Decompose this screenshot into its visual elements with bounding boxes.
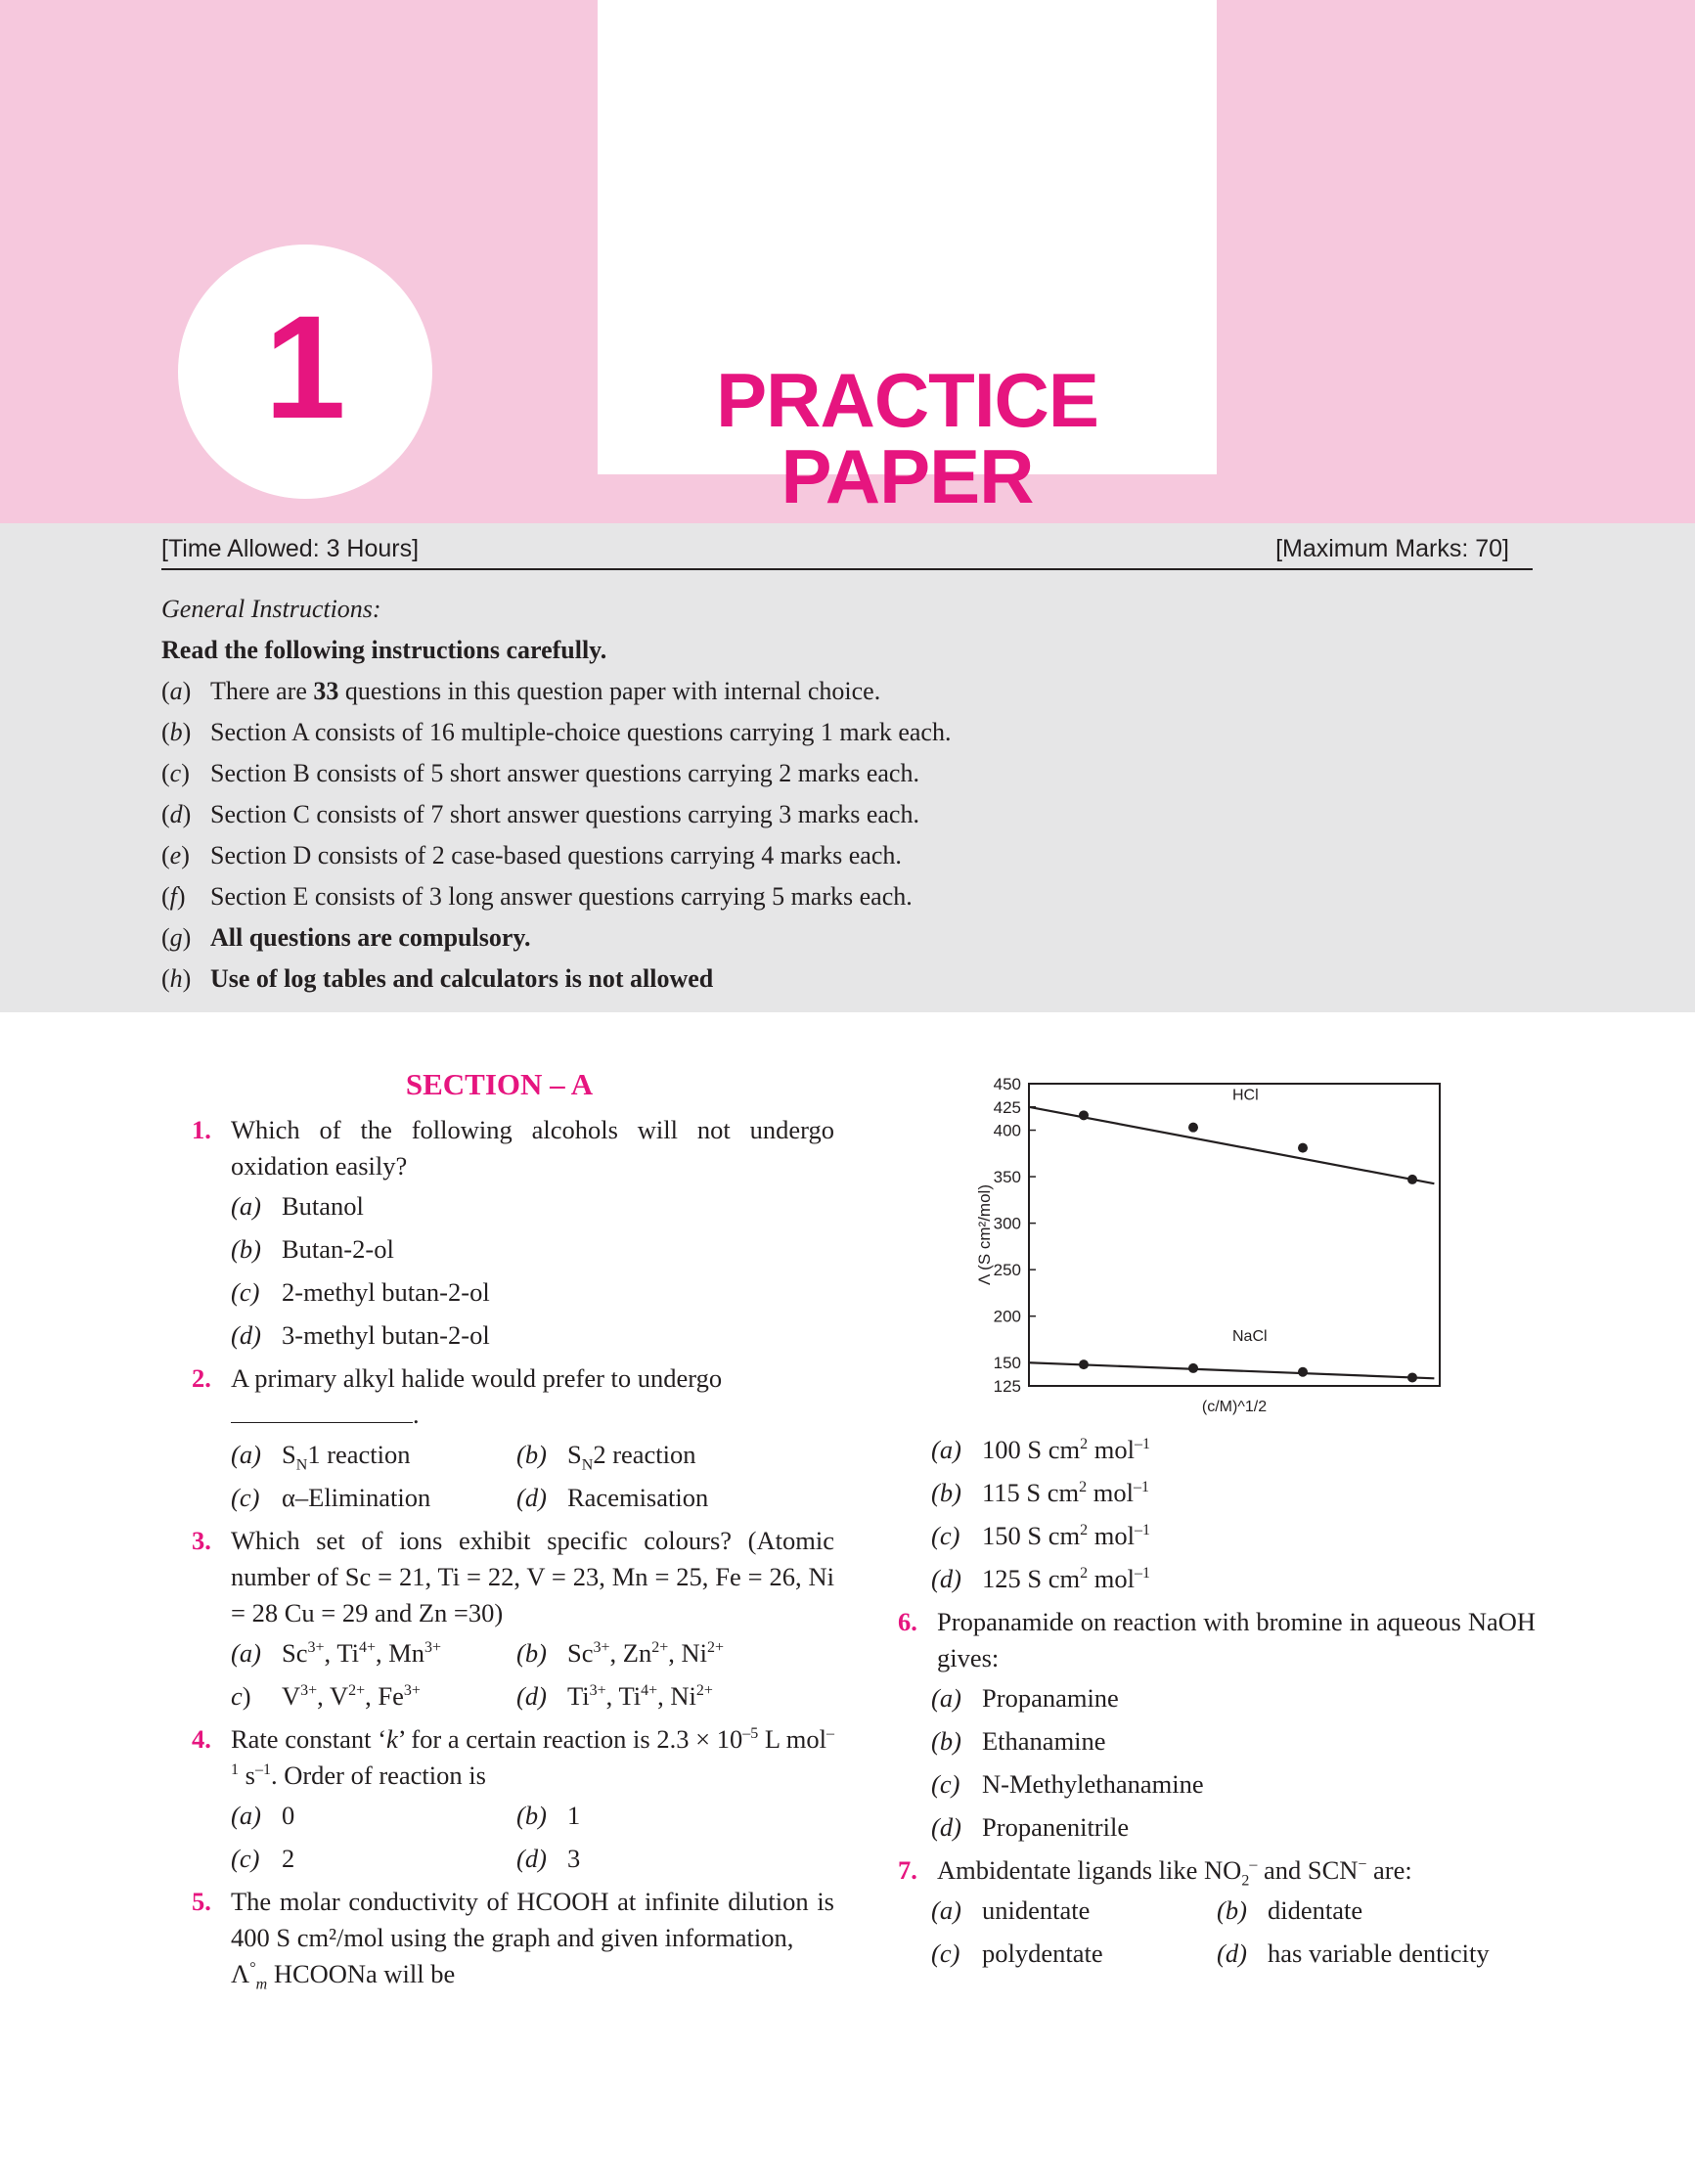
- option: (d) 125 S $cm^2$ mol$^{-1}$: [931, 1564, 1150, 1593]
- instruction-item: (e) Section D consists of 2 case-based questions carrying 4 marks each.: [161, 841, 902, 869]
- question-4-options: [231, 1794, 834, 1880]
- y-tick-label: 450: [993, 1075, 1021, 1093]
- instruction-item: (h) Use of log tables and calculators is not allowed: [161, 964, 714, 993]
- paper-number-circle: [178, 245, 432, 499]
- option: (d) Racemisation: [516, 1483, 709, 1512]
- data-point-hcl: [1188, 1123, 1198, 1133]
- question-2-options: [231, 1433, 834, 1519]
- y-tick-label: 425: [993, 1097, 1021, 1117]
- question-2: 2. A primary alkyl halide would prefer to undergo .: [192, 1363, 723, 1429]
- option: (a) 100 S $cm^2$ mol$^{-1}$: [931, 1435, 1150, 1464]
- data-point-nacl: [1298, 1367, 1308, 1377]
- option: c) $V^{3+}$, $V^{2+}$, $Fe^{3+}$: [231, 1681, 421, 1711]
- option: (c) α–Elimination: [231, 1483, 431, 1512]
- option: (c) N-Methylethanamine: [931, 1769, 1204, 1799]
- x-axis-label: (c/M)^1/2: [1201, 1399, 1268, 1415]
- instruction-item: (g) All questions are compulsory.: [161, 923, 531, 952]
- y-tick-label: 400: [993, 1121, 1021, 1140]
- series-line-hcl: [1029, 1107, 1434, 1183]
- option: (a) 0: [231, 1801, 295, 1830]
- option: (b) Butan-2-ol: [231, 1234, 394, 1264]
- option: (a) unidentate: [931, 1895, 1091, 1925]
- right-column: [900, 1428, 1536, 1975]
- instruction-item: (c) Section B consists of 5 short answer questions carrying 2 marks each.: [161, 759, 919, 787]
- data-point-nacl: [1407, 1372, 1417, 1382]
- y-axis-label: Λ (S cm²/mol): [975, 1184, 994, 1285]
- data-point-hcl: [1407, 1175, 1417, 1184]
- meta-row: [161, 533, 1533, 570]
- option: (c) 2-methyl butan-2-ol: [231, 1277, 490, 1307]
- instruction-item: (a) There are 33 questions in this question paper with internal choice.: [161, 677, 881, 705]
- data-point-hcl: [1298, 1143, 1308, 1153]
- y-tick-label: 250: [993, 1261, 1021, 1280]
- option: (b) 1: [516, 1801, 581, 1830]
- option: (c) 150 S $cm^2$ mol$^{-1}$: [931, 1521, 1150, 1550]
- y-tick-label: 150: [993, 1354, 1021, 1373]
- option: (b) didentate: [1217, 1895, 1363, 1925]
- instruction-item: (d) Section C consists of 7 short answer questions carrying 3 marks each.: [161, 800, 919, 828]
- question-5-options: [931, 1428, 1536, 1600]
- option: (a) Butanol: [231, 1191, 364, 1221]
- series-label-nacl: NaCl: [1232, 1327, 1268, 1345]
- question-1-options: [231, 1184, 834, 1357]
- question-5: 5. The molar conductivity of HCOOH at infinite dilution is 400 S cm²/mol using the graph and given information, $\Lambda^\circ_m$ HCOONa will be: [192, 1887, 834, 1993]
- paper-number: 1: [264, 285, 346, 449]
- instructions-subheading: Read the following instructions carefully.: [161, 636, 607, 664]
- question-3: 3. Which set of ions exhibit specific colours? (Atomic number of Sc = 21, Ti = 22, V = 23, Mn = 25, Fe = 26, Ni = 28 Cu = 29 and Zn =30): [192, 1526, 834, 1627]
- option: (d) 3: [516, 1844, 581, 1873]
- instruction-item: (f) Section E consists of 3 long answer questions carrying 5 marks each.: [161, 882, 913, 911]
- option: (d) $Ti^{3+}$, $Ti^{4+}$, $Ni^{2+}$: [516, 1681, 713, 1711]
- option: (a) $S_N1$ reaction: [231, 1440, 411, 1474]
- option: (d) Propanenitrile: [931, 1812, 1130, 1842]
- conductivity-chart: [963, 1066, 1452, 1428]
- option: (a) Propanamine: [931, 1683, 1119, 1713]
- instruction-item: (b) Section A consists of 16 multiple-choice questions carrying 1 mark each.: [161, 718, 952, 746]
- option: (b) Ethanamine: [931, 1726, 1106, 1756]
- question-4: 4. Rate constant ‘k’ for a certain reaction is $2.3 \times 10^{-5}$ L mol$^{-1}$ $s^{-1}$. Order of reaction is: [192, 1724, 835, 1790]
- general-instructions: [161, 589, 1511, 1000]
- option: (d) 3-methyl butan-2-ol: [231, 1320, 490, 1350]
- answer-blank: [231, 1401, 413, 1423]
- option: (c) 2: [231, 1844, 295, 1873]
- option: (b) $S_N2$ reaction: [516, 1440, 696, 1474]
- data-point-hcl: [1079, 1110, 1089, 1120]
- left-column: [194, 1066, 834, 1992]
- question-1: 1. Which of the following alcohols will not undergo oxidation easily?: [192, 1115, 834, 1181]
- question-7: 7. Ambidentate ligands like $NO_2^-$ and SCN− are:: [898, 1855, 1412, 1890]
- time-allowed: [Time Allowed: 3 Hours]: [161, 535, 420, 562]
- data-point-nacl: [1188, 1363, 1198, 1373]
- y-tick-label: 300: [993, 1214, 1021, 1233]
- data-point-nacl: [1079, 1359, 1089, 1369]
- series-line-nacl: [1029, 1362, 1434, 1378]
- instructions-heading: General Instructions:: [161, 595, 381, 623]
- series-label-hcl: HCl: [1232, 1087, 1259, 1104]
- option: (a) $Sc^{3+}$, $Ti^{4+}$, $Mn^{3+}$: [231, 1638, 442, 1668]
- question-3-options: [231, 1631, 834, 1717]
- option: (b) $Sc^{3+}$, $Zn^{2+}$, $Ni^{2+}$: [516, 1638, 725, 1668]
- y-tick-label: 200: [993, 1307, 1021, 1326]
- option: (d) has variable denticity: [1217, 1939, 1490, 1968]
- y-tick-label: 350: [993, 1168, 1021, 1187]
- question-7-options: [931, 1889, 1536, 1975]
- option: (c) polydentate: [931, 1939, 1103, 1968]
- option: (b) 115 S $cm^2$ mol$^{-1}$: [931, 1478, 1150, 1507]
- paper-title: PRACTICE PAPER: [716, 357, 1098, 519]
- question-6: 6. Propanamide on reaction with bromine in aqueous NaOH gives:: [898, 1607, 1536, 1672]
- maximum-marks: [Maximum Marks: 70]: [1275, 535, 1509, 562]
- question-6-options: [931, 1676, 1536, 1849]
- y-tick-label: 125: [993, 1377, 1021, 1396]
- section-title: SECTION – A: [405, 1067, 594, 1101]
